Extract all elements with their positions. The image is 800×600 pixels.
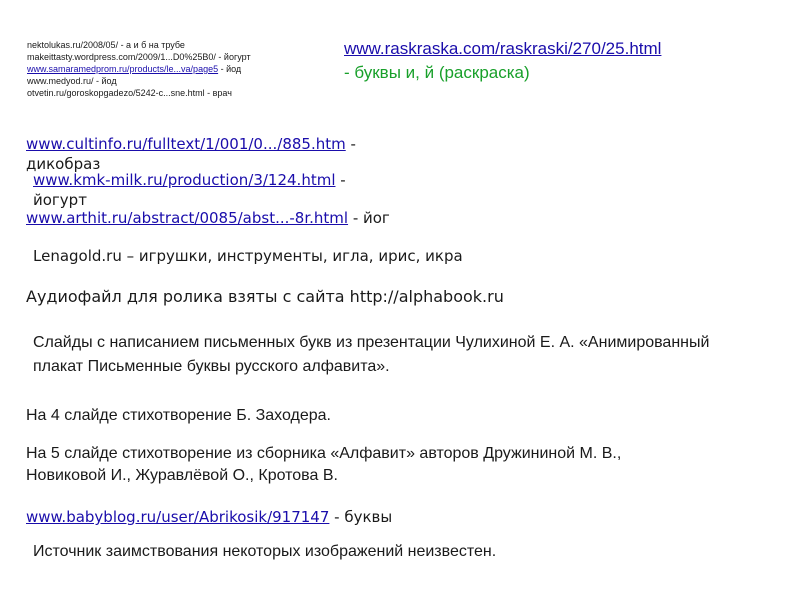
source-line-5: otvetin.ru/goroskopgadezo/5242-c...sne.html - врач (27, 88, 232, 98)
raskraska-suffix: - буквы и, й (раскраска) (344, 63, 530, 82)
source-line-1: nektolukas.ru/2008/05/ - а и б на трубе (27, 40, 185, 50)
cultinfo-link[interactable]: www.cultinfo.ru/fulltext/1/001/0.../885.htm (26, 135, 346, 153)
small-sources-list (27, 39, 327, 99)
source-note-text: Источник заимствования некоторых изображений неизвестен. (33, 543, 497, 560)
slide5-line2: Новиковой И., Журавлёвой О., Кротова В. (26, 467, 338, 484)
source-line-2: makeittasty.wordpress.com/2009/1...D0%25B0/ - йогурт (27, 52, 251, 62)
slide5-line1: На 5 слайде стихотворение из сборника «Алфавит» авторов Дружининой М. В., (26, 445, 622, 462)
samaramedprom-link[interactable]: www.samaramedprom.ru/products/le...va/page5 (27, 64, 219, 74)
cultinfo-block (26, 134, 416, 174)
cultinfo-suffix: - дикобраз (26, 135, 356, 173)
audio-source-text: Аудиофайл для ролика взяты с сайта http://alphabook.ru (26, 287, 504, 306)
slides-source-text: Слайды с написанием письменных букв из презентации Чулихиной Е. А. «Анимированный плакат Письменные буквы русского алфавита». (33, 334, 710, 375)
arthit-link[interactable]: www.arthit.ru/abstract/0085/abst...-8r.html (26, 209, 349, 227)
babyblog-block (26, 507, 426, 527)
babyblog-link[interactable]: www.babyblog.ru/user/Abrikosik/917147 (26, 508, 330, 526)
slide4-text: На 4 слайде стихотворение Б. Заходера. (26, 407, 331, 424)
arthit-block (26, 208, 406, 228)
source-line-4: www.medyod.ru/ - йод (27, 76, 117, 86)
raskraska-block (344, 37, 764, 85)
samaramedprom-suffix: - йод (218, 64, 242, 74)
arthit-suffix: - йог (348, 209, 390, 227)
kmk-suffix: - йогурт (33, 171, 346, 209)
kmk-block (33, 170, 403, 210)
kmk-link[interactable]: www.kmk-milk.ru/production/3/124.html (33, 171, 336, 189)
raskraska-link[interactable]: www.raskraska.com/raskraski/270/25.html (344, 39, 662, 58)
lenagold-text: Lenagold.ru – игрушки, инструменты, игла, ирис, икра (33, 247, 463, 265)
slide5-block (26, 443, 726, 487)
source-line-3 (27, 63, 327, 75)
babyblog-suffix: - буквы (329, 508, 393, 526)
